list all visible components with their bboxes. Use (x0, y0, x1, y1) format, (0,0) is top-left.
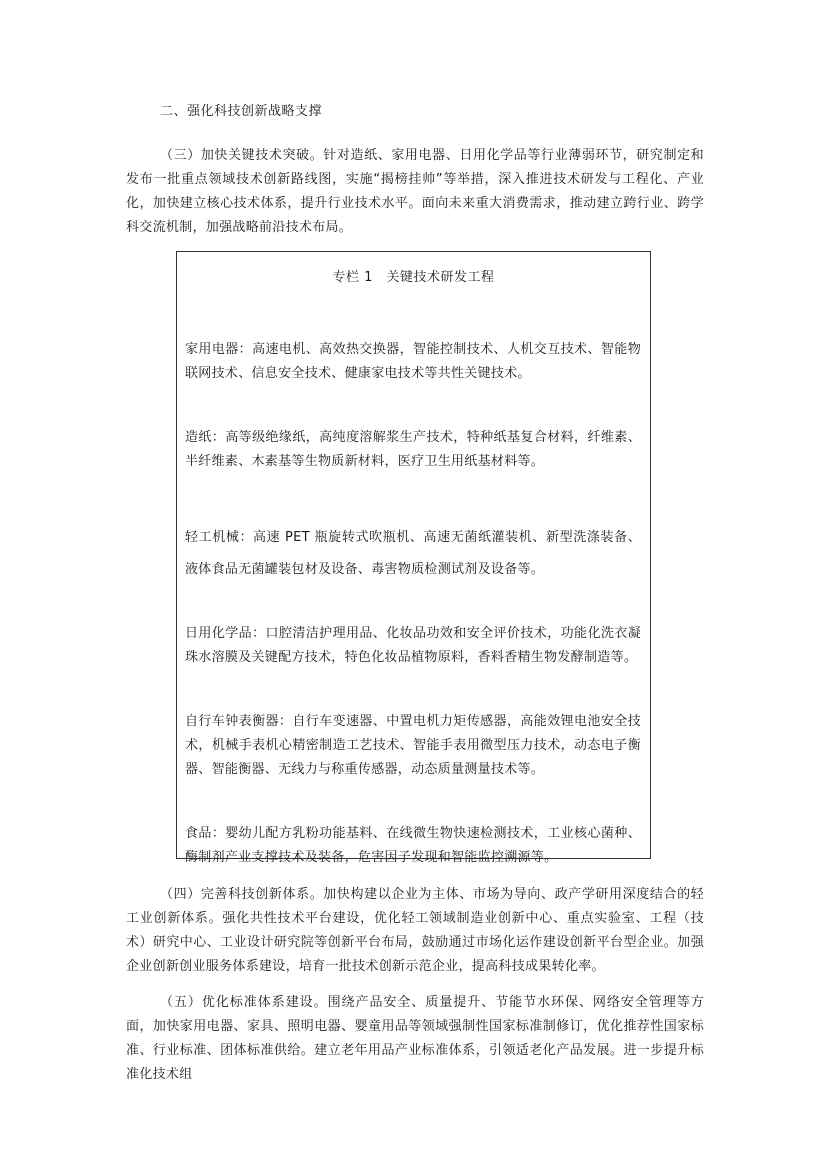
paragraph-standards-system: （五）优化标准体系建设。围绕产品安全、质量提升、节能节水环保、网络安全管理等方面，加快家用电器、家具、照明电器、婴童用品等领域强制性国家标准制修订，优化推荐性国家标准、行业标准、团体标准供给。建立老年用品产业标准体系，引领适老化产品发展。进一步提升标准化技术组 (126, 995, 704, 1082)
box-entry-daily-chemicals: 日用化学品：口腔清洁护理用品、化妆品功效和安全评价技术，功能化洗衣凝珠水溶膜及关键配方技术，特色化妆品植物原料，香料香精生物发酵制造等。 (185, 626, 641, 665)
box-title: 专栏 1 关键技术研发工程 (332, 270, 495, 285)
box-entry-bicycle-clock-scale: 自行车钟表衡器：自行车变速器、中置电机力矩传感器，高能效锂电池安全技术，机械手表机心精密制造工艺技术、智能手表用微型压力技术，动态电子衡器、智能衡器、无线力与称重传感器，动态质量测量技术等。 (185, 714, 641, 777)
box-entry-home-appliances: 家用电器：高速电机、高效热交换器，智能控制技术、人机交互技术、智能物联网技术、信息安全技术、健康家电技术等共性关键技术。 (185, 342, 641, 381)
paragraph-innovation-system: （四）完善科技创新体系。加快构建以企业为主体、市场为导向、政产学研用深度结合的轻工业创新体系。强化共性技术平台建设，优化轻工领域制造业创新中心、重点实验室、工程（技术）研究中心、工业设计研究院等创新平台布局，鼓励通过市场化运作建设创新平台型企业。加强企业创新创业服务体系建设，培育一批技术创新示范企业，提高科技成果转化率。 (126, 887, 704, 974)
paragraph-key-tech-breakthrough: （三）加快关键技术突破。针对造纸、家用电器、日用化学品等行业薄弱环节，研究制定和发布一批重点领域技术创新路线图，实施“揭榜挂帅”等举措，深入推进技术研发与工程化、产业化，加快建立核心技术体系，提升行业技术水平。面向未来重大消费需求，推动建立跨行业、跨学科交流机制，加强战略前沿技术布局。 (126, 148, 704, 235)
box-entry-light-machinery: 轻工机械：高速 PET 瓶旋转式吹瓶机、高速无菌纸灌装机、新型洗涤装备、液体食品无菌罐装包材及设备、毒害物质检测试剂及设备等。 (185, 530, 641, 577)
box-entry-papermaking: 造纸：高等级绝缘纸，高纯度溶解浆生产技术，特种纸基复合材料，纤维素、半纤维素、木素基等生物质新材料，医疗卫生用纸基材料等。 (185, 430, 641, 469)
column-box-key-tech-rd (176, 251, 651, 865)
box-entry-food: 食品：婴幼儿配方乳粉功能基料、在线微生物快速检测技术，工业核心菌种、酶制剂产业支撑技术及装备，危害因子发现和智能监控溯源等。 (185, 826, 641, 865)
section-heading: 二、强化科技创新战略支撑 (160, 104, 323, 119)
